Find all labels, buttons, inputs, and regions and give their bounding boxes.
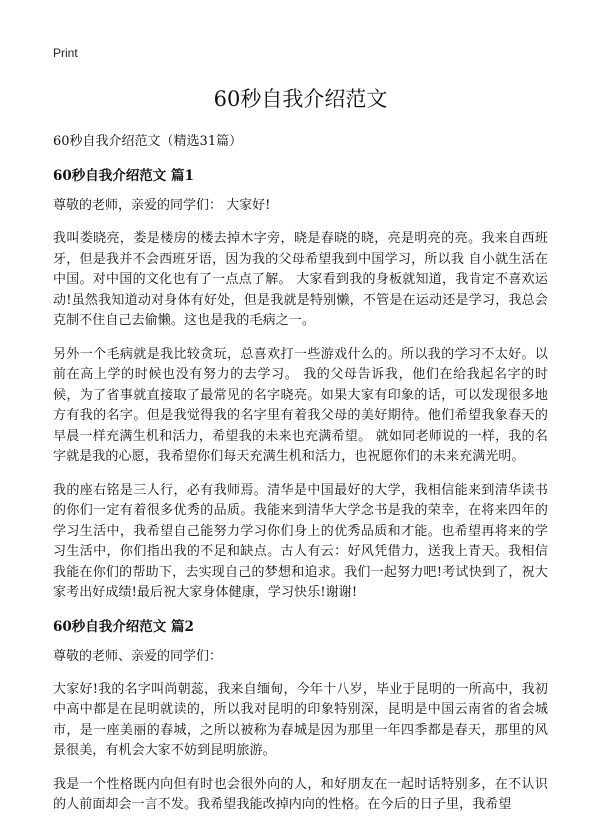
section-heading: 60秒自我介绍范文 篇1 [53,168,194,184]
section-greeting: 尊敬的老师，亲爱的同学们： 大家好! [53,198,271,213]
section-1 [53,166,548,604]
paragraph: 另外一个毛病就是我比较贪玩，总喜欢打一些游戏什么的。所以我的学习不太好。以前在高上学的时候也没有努力的去学习。 我的父母告诉我，他们在给我起名字的时候，为了省事就直接取了最常见的名字晓亮。如果大家有印象的话，可以发现很多地方有我的名字。但是我觉得我的名字里有着我父母的美好期待。他们希望我象春天的早晨一样充满生机和活力，希望我的未来也充满希望。 就如同老师说的一样，我的名字就是我的心愿，我希望你们每天充满生机和活力，也祝愿你们的未来充满光明。 [53,346,548,464]
section-heading: 60秒自我介绍范文 篇2 [53,618,194,635]
paragraph: 我叫娄晓亮，娄是楼房的楼去掉木字旁，晓是春晓的晓，亮是明亮的亮。我来自西班牙，但是我并不会西班牙语，因为我的父母希望我到中国学习，所以我 自小就生活在中国。对中国的文化也有了一点点了解。 大家看到我的身板就知道，我肯定不喜欢运动!虽然我知道动对身体有好处，但是我就是特别懒，不管是在运动还是学习，我总会克制不住自己去偷懒。这也是我的毛病之一。 [53,231,548,328]
paragraph: 我是一个性格既内向但有时也会很外向的人，和好朋友在一起时话特别多，在不认识的人前面却会一言不发。我希望我能改掉内向的性格。在今后的日子里，我希望 [53,776,548,812]
section-greeting: 尊敬的老师、亲爱的同学们： [53,648,223,664]
print-label: Print [53,46,78,60]
paragraph: 大家好!我的名字叫尚朝蕊，我来自缅甸，今年十八岁，毕业于昆明的一所高中，我初中高中都是在昆明就读的，所以我对昆明的印象特别深，昆明是中国云南省的省会城市，是一座美丽的春城，之所以被称为春城是因为那里一年四季都是春天，那里的风景很美，有机会大家不妨到昆明旅游。 [53,681,548,758]
section-2 [53,617,548,816]
document-title: 60秒自我介绍范文 [213,87,388,111]
paragraph: 我的座右铭是三人行，必有我师焉。清华是中国最好的大学，我相信能来到清华读书的你们一定有着很多优秀的品质。我能来到清华大学念书是我的荣幸，在将来四年的学习生活中，我希望自己能努力学习你们身上的优秀品质和才能。也希望再将来的学习生活中，你们指出我的不足和缺点。古人有云：好风凭借力，送我上青天。我相信我能在你们的帮助下，去实现自己的梦想和追求。我们一起努力吧!考试快到了，祝大家考出好成绩!最后祝大家身体健康，学习快乐!谢谢! [53,482,548,600]
document-subtitle: 60秒自我介绍范文（精选31篇） [53,134,243,149]
